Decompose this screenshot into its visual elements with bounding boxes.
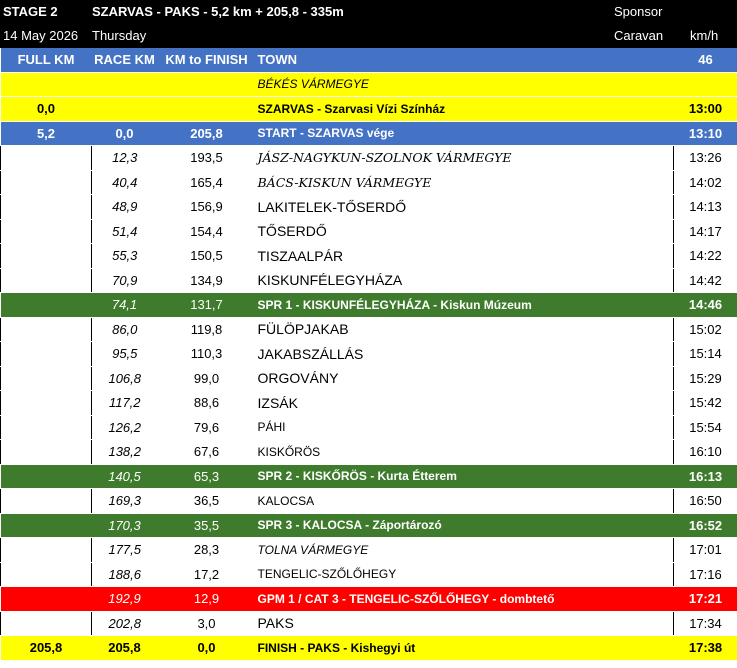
full-km-cell: 0,0 <box>1 97 92 122</box>
town-cell: FINISH - PAKS - Kishegyi út <box>256 636 674 661</box>
full-km-cell <box>1 611 92 636</box>
race-km-cell: 205,8 <box>92 636 158 661</box>
stage-weekday: Thursday <box>92 28 147 43</box>
stage-label: STAGE 2 <box>3 4 58 19</box>
race-km-cell: 169,3 <box>92 489 158 514</box>
itinerary-row <box>1 464 737 489</box>
itinerary-row <box>1 513 737 538</box>
km-to-finish-cell: 88,6 <box>158 391 256 416</box>
km-to-finish-cell: 154,4 <box>158 219 256 244</box>
itinerary-row <box>1 366 737 391</box>
itinerary-row <box>1 195 737 220</box>
km-to-finish-cell <box>158 72 256 97</box>
full-km-cell <box>1 342 92 367</box>
column-header-row <box>1 48 737 72</box>
itinerary-row <box>1 611 737 636</box>
time-cell: 15:02 <box>674 317 737 342</box>
race-km-cell <box>92 72 158 97</box>
race-km-cell: 86,0 <box>92 317 158 342</box>
itinerary-row <box>1 72 737 97</box>
time-cell: 17:38 <box>674 636 737 661</box>
race-km-cell: 188,6 <box>92 562 158 587</box>
col-speed: 46 <box>674 48 737 72</box>
km-to-finish-cell: 110,3 <box>158 342 256 367</box>
race-km-cell: 106,8 <box>92 366 158 391</box>
race-km-cell: 140,5 <box>92 464 158 489</box>
time-cell: 15:14 <box>674 342 737 367</box>
race-km-cell: 177,5 <box>92 538 158 563</box>
km-to-finish-cell: 35,5 <box>158 513 256 538</box>
race-km-cell: 138,2 <box>92 440 158 465</box>
km-to-finish-cell: 131,7 <box>158 293 256 318</box>
itinerary-row <box>1 415 737 440</box>
town-cell: SZARVAS - Szarvasi Vízi Színház <box>256 97 674 122</box>
itinerary-row <box>1 440 737 465</box>
full-km-cell <box>1 146 92 171</box>
town-cell: BÁCS-KISKUN VÁRMEGYE <box>256 170 674 195</box>
km-to-finish-cell: 17,2 <box>158 562 256 587</box>
race-km-cell: 170,3 <box>92 513 158 538</box>
km-to-finish-cell: 99,0 <box>158 366 256 391</box>
full-km-cell <box>1 244 92 269</box>
col-race-km: RACE KM <box>92 48 158 72</box>
full-km-cell <box>1 317 92 342</box>
town-cell: SPR 1 - KISKUNFÉLEGYHÁZA - Kiskun Múzeum <box>256 293 674 318</box>
town-cell: TOLNA VÁRMEGYE <box>256 538 674 563</box>
time-cell: 13:10 <box>674 121 737 146</box>
full-km-cell <box>1 366 92 391</box>
itinerary-row <box>1 342 737 367</box>
town-cell: BÉKÉS VÁRMEGYE <box>256 72 674 97</box>
full-km-cell <box>1 391 92 416</box>
km-to-finish-cell: 156,9 <box>158 195 256 220</box>
full-km-cell <box>1 268 92 293</box>
town-cell: KALOCSA <box>256 489 674 514</box>
time-cell: 15:42 <box>674 391 737 416</box>
full-km-cell <box>1 587 92 612</box>
race-km-cell: 40,4 <box>92 170 158 195</box>
town-cell: GPM 1 / CAT 3 - TENGELIC-SZŐLŐHEGY - dombtető <box>256 587 674 612</box>
race-km-cell: 51,4 <box>92 219 158 244</box>
town-cell: TISZAALPÁR <box>256 244 674 269</box>
route-title: SZARVAS - PAKS - 5,2 km + 205,8 - 335m <box>92 4 344 19</box>
full-km-cell <box>1 440 92 465</box>
itinerary-row <box>1 317 737 342</box>
col-km-to-finish: KM to FINISH <box>158 48 256 72</box>
full-km-cell <box>1 170 92 195</box>
itinerary-row <box>1 170 737 195</box>
time-cell: 16:50 <box>674 489 737 514</box>
town-cell: JÁSZ-NAGYKUN-SZOLNOK VÁRMEGYE <box>256 146 674 171</box>
itinerary-row <box>1 293 737 318</box>
full-km-cell <box>1 562 92 587</box>
itinerary-row <box>1 562 737 587</box>
full-km-cell <box>1 464 92 489</box>
time-cell: 14:02 <box>674 170 737 195</box>
town-cell: TŐSERDŐ <box>256 219 674 244</box>
stage-date: 14 May 2026 <box>3 28 79 43</box>
itinerary-row <box>1 391 737 416</box>
race-km-cell: 202,8 <box>92 611 158 636</box>
time-cell: 14:22 <box>674 244 737 269</box>
race-km-cell: 117,2 <box>92 391 158 416</box>
col-full-km: FULL KM <box>1 48 92 72</box>
itinerary-row <box>1 636 737 661</box>
time-cell: 16:10 <box>674 440 737 465</box>
time-cell: 13:26 <box>674 146 737 171</box>
race-km-cell: 74,1 <box>92 293 158 318</box>
town-cell: KISKUNFÉLEGYHÁZA <box>256 268 674 293</box>
full-km-cell <box>1 513 92 538</box>
full-km-cell <box>1 293 92 318</box>
town-cell: PÁHI <box>256 415 674 440</box>
race-km-cell: 70,9 <box>92 268 158 293</box>
itinerary-row <box>1 587 737 612</box>
town-cell: FÜLÖPJAKAB <box>256 317 674 342</box>
time-cell <box>674 72 737 97</box>
full-km-cell <box>1 415 92 440</box>
full-km-cell: 205,8 <box>1 636 92 661</box>
time-cell: 17:16 <box>674 562 737 587</box>
full-km-cell <box>1 489 92 514</box>
km-to-finish-cell: 12,9 <box>158 587 256 612</box>
itinerary-row <box>1 268 737 293</box>
race-km-cell: 126,2 <box>92 415 158 440</box>
itinerary-row <box>1 244 737 269</box>
itinerary-row <box>1 97 737 122</box>
town-cell: SPR 3 - KALOCSA - Záportározó <box>256 513 674 538</box>
km-to-finish-cell: 119,8 <box>158 317 256 342</box>
itinerary-row <box>1 538 737 563</box>
time-cell: 16:13 <box>674 464 737 489</box>
km-to-finish-cell: 36,5 <box>158 489 256 514</box>
town-cell: PAKS <box>256 611 674 636</box>
km-to-finish-cell: 193,5 <box>158 146 256 171</box>
km-to-finish-cell: 28,3 <box>158 538 256 563</box>
time-cell: 14:46 <box>674 293 737 318</box>
full-km-cell <box>1 538 92 563</box>
caravan-label: Caravan <box>614 28 664 43</box>
kmh-label: km/h <box>690 28 719 43</box>
sponsor-label: Sponsor <box>614 4 663 19</box>
race-km-cell: 48,9 <box>92 195 158 220</box>
itinerary-row <box>1 146 737 171</box>
itinerary-row <box>1 489 737 514</box>
km-to-finish-cell: 165,4 <box>158 170 256 195</box>
full-km-cell <box>1 72 92 97</box>
town-cell: LAKITELEK-TŐSERDŐ <box>256 195 674 220</box>
race-km-cell: 95,5 <box>92 342 158 367</box>
time-cell: 17:01 <box>674 538 737 563</box>
km-to-finish-cell: 150,5 <box>158 244 256 269</box>
time-cell: 15:29 <box>674 366 737 391</box>
km-to-finish-cell <box>158 97 256 122</box>
race-km-cell: 192,9 <box>92 587 158 612</box>
town-cell: START - SZARVAS vége <box>256 121 674 146</box>
full-km-cell <box>1 219 92 244</box>
town-cell: JAKABSZÁLLÁS <box>256 342 674 367</box>
km-to-finish-cell: 205,8 <box>158 121 256 146</box>
time-cell: 17:21 <box>674 587 737 612</box>
town-cell: SPR 2 - KISKŐRÖS - Kurta Étterem <box>256 464 674 489</box>
time-cell: 16:52 <box>674 513 737 538</box>
race-km-cell: 0,0 <box>92 121 158 146</box>
full-km-cell: 5,2 <box>1 121 92 146</box>
stage-header <box>0 0 737 48</box>
race-km-cell: 12,3 <box>92 146 158 171</box>
km-to-finish-cell: 65,3 <box>158 464 256 489</box>
km-to-finish-cell: 0,0 <box>158 636 256 661</box>
km-to-finish-cell: 3,0 <box>158 611 256 636</box>
time-cell: 14:17 <box>674 219 737 244</box>
time-cell: 14:42 <box>674 268 737 293</box>
itinerary-row <box>1 121 737 146</box>
km-to-finish-cell: 79,6 <box>158 415 256 440</box>
time-cell: 17:34 <box>674 611 737 636</box>
time-cell: 15:54 <box>674 415 737 440</box>
time-cell: 13:00 <box>674 97 737 122</box>
time-cell: 14:13 <box>674 195 737 220</box>
itinerary-row <box>1 219 737 244</box>
town-cell: KISKŐRÖS <box>256 440 674 465</box>
itinerary-table <box>0 48 737 661</box>
race-km-cell <box>92 97 158 122</box>
km-to-finish-cell: 67,6 <box>158 440 256 465</box>
race-km-cell: 55,3 <box>92 244 158 269</box>
km-to-finish-cell: 134,9 <box>158 268 256 293</box>
col-town: TOWN <box>256 48 674 72</box>
town-cell: IZSÁK <box>256 391 674 416</box>
town-cell: ORGOVÁNY <box>256 366 674 391</box>
full-km-cell <box>1 195 92 220</box>
town-cell: TENGELIC-SZŐLŐHEGY <box>256 562 674 587</box>
